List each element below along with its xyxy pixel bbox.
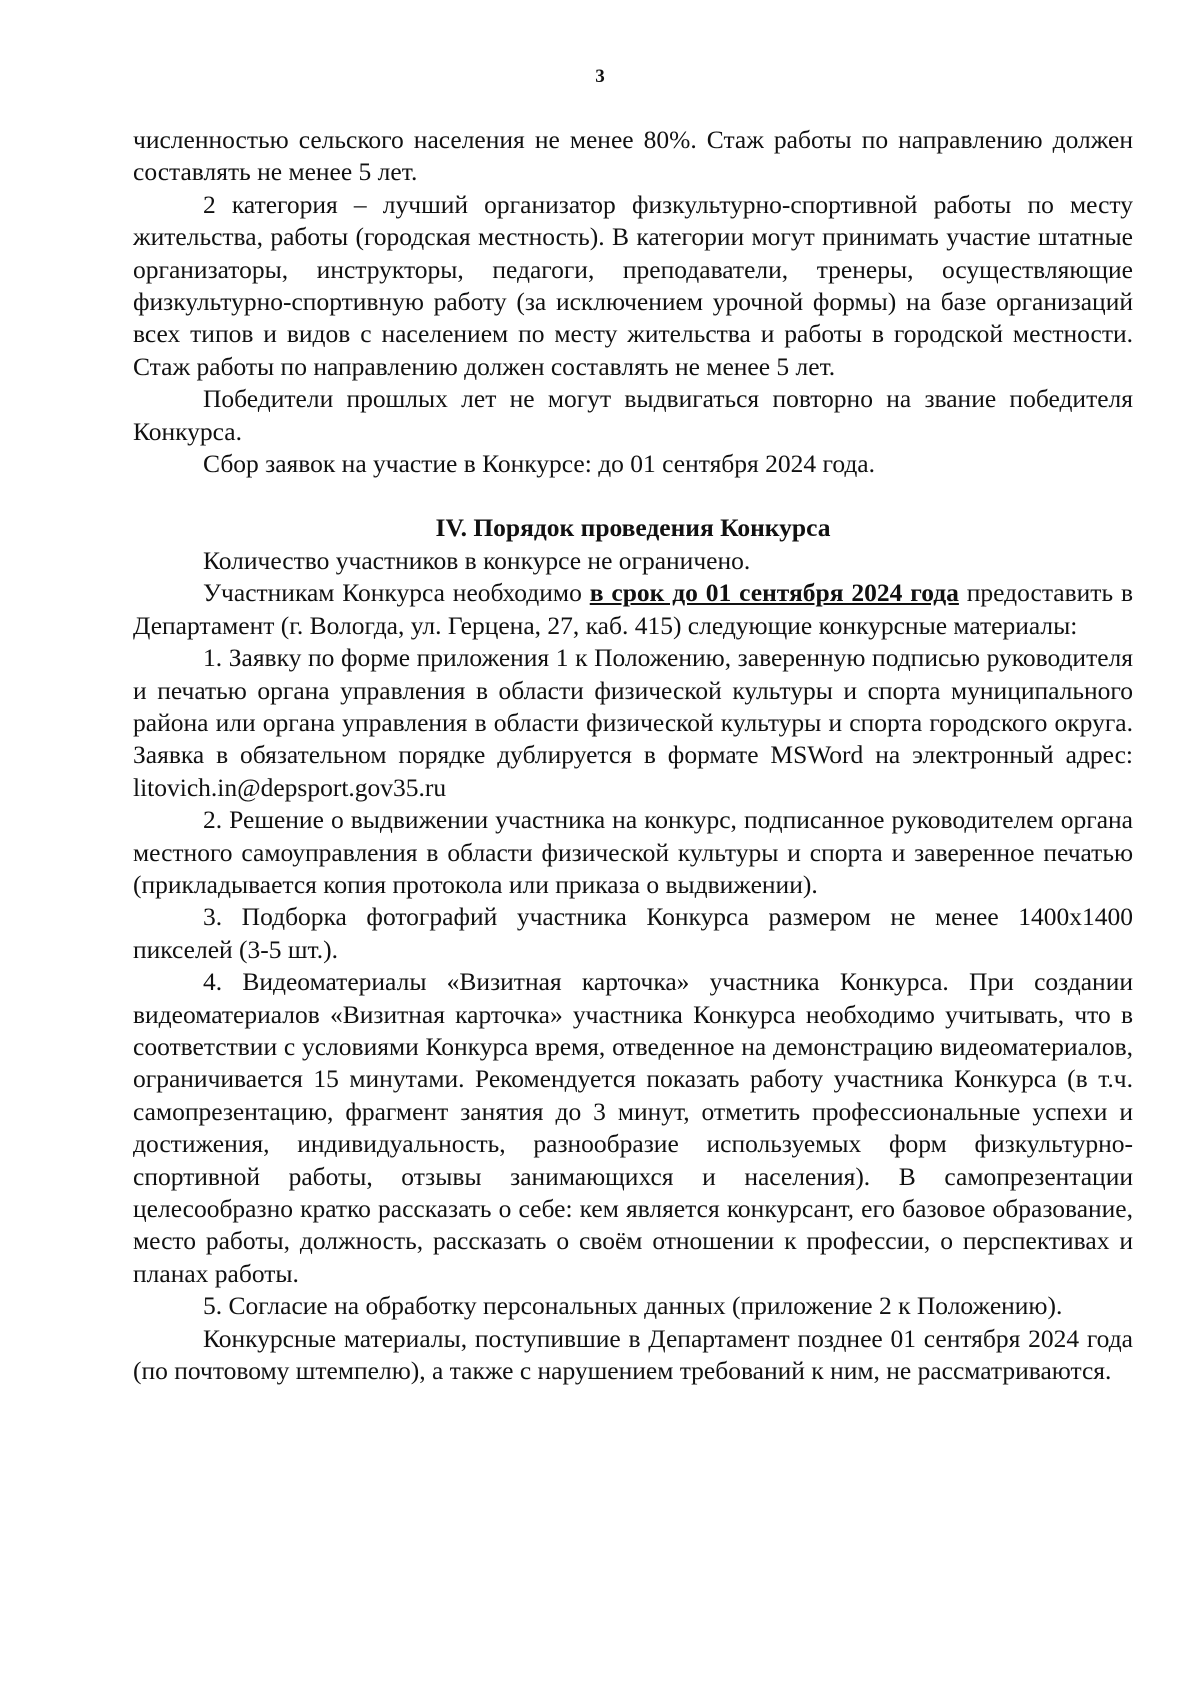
list-item-video: 4. Видеоматериалы «Визитная карточка» участника Конкурса. При создании видеоматериалов «Визитная карточка» участника Конкурса необходимо учитывать, что в соответствии с условиями Конкурса время, отведенное на демонстрацию видеоматериалов, ограничивается 15 минутами. Рекомендуется показать работу участника Конкурса (в т.ч. самопрезентацию, фрагмент занятия до 3 минут, отметить профессиональные успехи и достижения, индивидуальность, разнообразие используемых форм физкультурно-спортивной работы, отзывы занимающихся и населения). В самопрезентации целесообразно кратко рассказать о себе: кем является конкурсант, его базовое образование, место работы, должность, рассказать о своём отношении к профессии, о перспективах и планах работы. bbox=[133, 967, 1133, 1288]
list-item-photos: 3. Подборка фотографий участника Конкурса размером не менее 1400x1400 пикселей (3-5 шт.). bbox=[133, 902, 1133, 964]
paragraph-past-winners: Победители прошлых лет не могут выдвигаться повторно на звание победителя Конкурса. bbox=[133, 384, 1133, 446]
list-item-nomination-decision: 2. Решение о выдвижении участника на конкурс, подписанное руководителем органа местного самоуправления в области физической культуры и спорта и заверенное печатью (прикладывается копия протокола или приказа о выдвижении). bbox=[133, 805, 1133, 899]
paragraph-continuation: численностью сельского населения не менее 80%. Стаж работы по направлению должен составлять не менее 5 лет. bbox=[133, 125, 1133, 187]
section-heading: IV. Порядок проведения Конкурса bbox=[435, 513, 831, 543]
paragraph-submission bbox=[133, 577, 1133, 642]
submission-deadline: в срок до 01 сентября 2024 года bbox=[589, 578, 959, 608]
paragraph-application-deadline: Сбор заявок на участие в Конкурсе: до 01 сентября 2024 года. bbox=[203, 449, 876, 479]
list-item-consent: 5. Согласие на обработку персональных данных (приложение 2 к Положению). bbox=[203, 1291, 1063, 1321]
document-body bbox=[133, 124, 1133, 1387]
submission-lead: Участникам Конкурса необходимо bbox=[203, 578, 590, 608]
paragraph-participants-count: Количество участников в конкурсе не ограничено. bbox=[203, 545, 751, 575]
paragraph-category-2: 2 категория – лучший организатор физкультурно-спортивной работы по месту жительства, работы (городская местность). В категории могут принимать участие штатные организаторы, инструкторы, педагоги, преподаватели, тренеры, осуществляющие физкультурно-спортивную работу (за исключением урочной формы) на базе организаций всех типов и видов с населением по месту жительства и работы в городской местности. Стаж работы по направлению должен составлять не менее 5 лет. bbox=[133, 189, 1133, 381]
list-item-application: 1. Заявку по форме приложения 1 к Положению, заверенную подписью руководителя и печатью органа управления в области физической культуры и спорта муниципального района или органа управления в области физической культуры и спорта городского округа. Заявка в обязательном порядке дублируется в формате MSWord на электронный адрес: litovich.in@depsport.gov35.ru bbox=[133, 643, 1133, 802]
page-number: 3 bbox=[595, 66, 605, 87]
paragraph-closing: Конкурсные материалы, поступившие в Департамент позднее 01 сентября 2024 года (по почтовому штемпелю), а также с нарушением требований к ним, не рассматриваются. bbox=[133, 1323, 1133, 1386]
submission-tail: предоставить в Департамент (г. Вологда, ул. Герцена, 27, каб. 415) следующие конкурсные материалы: bbox=[133, 578, 1133, 640]
